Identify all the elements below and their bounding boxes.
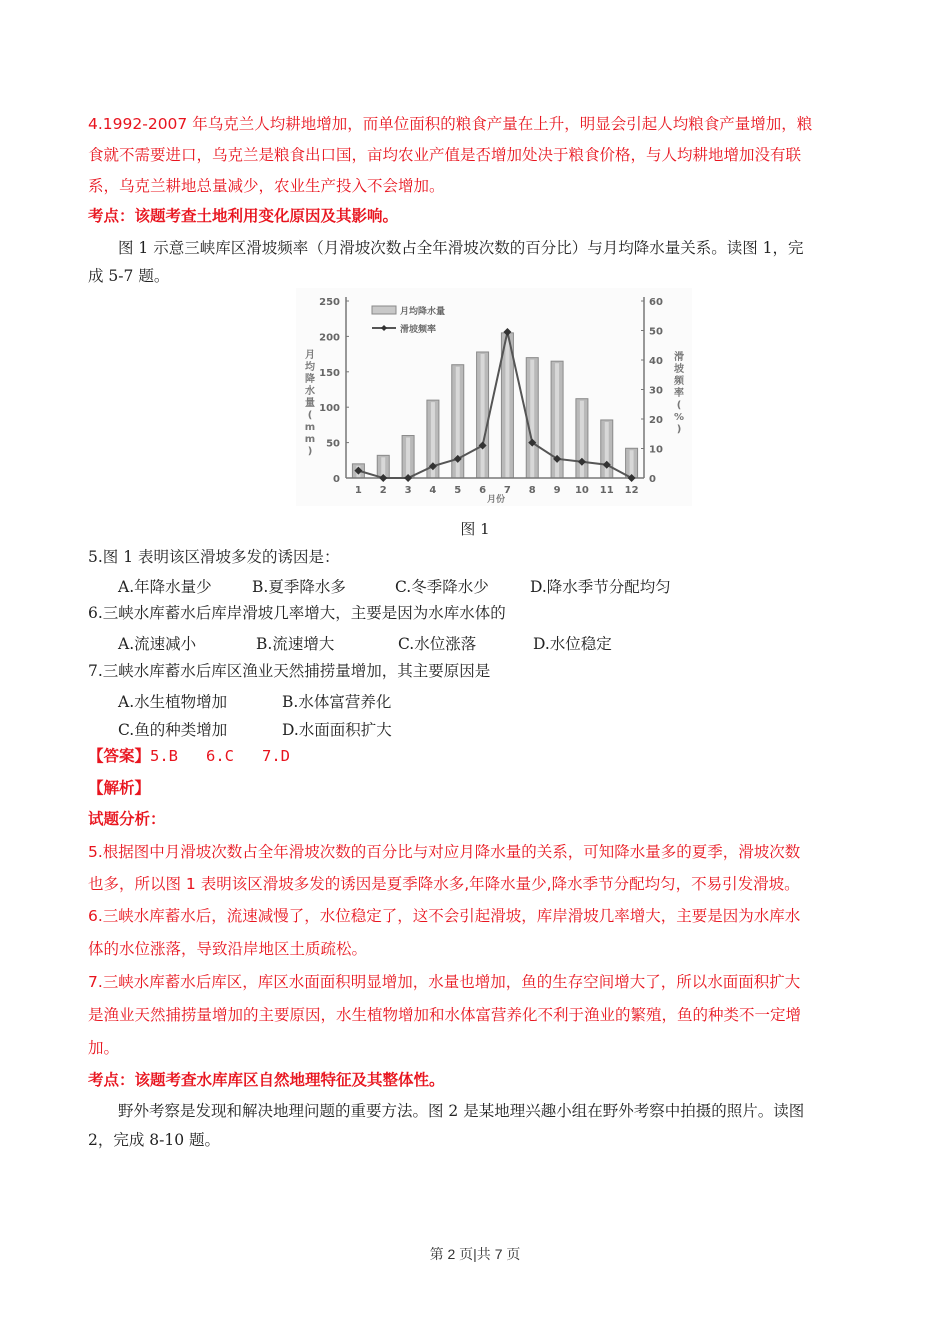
svg-text:降: 降 xyxy=(305,374,315,385)
answer-value: 5.B 6.C 7.D xyxy=(150,747,290,765)
q6-option-a: A.流速减小 xyxy=(118,635,197,653)
svg-text:50: 50 xyxy=(649,326,663,338)
svg-text:4: 4 xyxy=(429,485,437,496)
svg-text:月: 月 xyxy=(305,350,315,361)
figure-1-chart xyxy=(296,288,692,506)
analysis-line-5: 7.三峡水库蓄水后库区，库区水面面积明显增加，水量也增加，鱼的生存空间增大了，所以水面面积扩大 xyxy=(88,973,801,991)
q5-stem: 5.图 1 表明该区滑坡多发的诱因是： xyxy=(88,548,340,566)
svg-text:5: 5 xyxy=(454,485,462,496)
svg-text:20: 20 xyxy=(649,415,663,426)
fig1-intro-line-1: 图 1 示意三峡库区滑坡频率（月滑坡次数占全年滑坡次数的百分比）与月均降水量关系。读图 1，完 xyxy=(118,239,804,257)
svg-text:频: 频 xyxy=(674,376,684,387)
svg-text:): ) xyxy=(676,424,682,435)
svg-text:9: 9 xyxy=(553,485,561,496)
svg-text:m: m xyxy=(304,434,316,445)
svg-text:坡: 坡 xyxy=(674,364,684,375)
fig1-intro-line-2: 成 5-7 题。 xyxy=(88,267,170,285)
q7-option-a: A.水生植物增加 xyxy=(118,693,228,711)
svg-text:滑: 滑 xyxy=(674,352,684,363)
svg-text:均: 均 xyxy=(305,362,315,373)
svg-text:月均降水量: 月均降水量 xyxy=(400,307,446,317)
q7-stem: 7.三峡水库蓄水后库区渔业天然捕捞量增加，其主要原因是 xyxy=(88,662,491,680)
answer-row xyxy=(88,746,868,766)
q6-option-d: D.水位稳定 xyxy=(533,635,612,653)
svg-text:11: 11 xyxy=(599,485,614,496)
svg-text:150: 150 xyxy=(319,367,340,379)
analysis-line-7: 加。 xyxy=(88,1039,120,1057)
q5-option-d: D.降水季节分配均匀 xyxy=(530,578,671,596)
svg-text:6: 6 xyxy=(479,485,487,496)
svg-text:10: 10 xyxy=(649,444,663,456)
analysis-line-1: 5.根据图中月滑坡次数占全年滑坡次数的百分比与对应月降水量的关系，可知降水量多的夏季，滑坡次数 xyxy=(88,843,801,861)
analysis-subtitle: 试题分析： xyxy=(88,810,166,828)
kaodian-q4: 考点：该题考查土地利用变化原因及其影响。 xyxy=(88,207,399,225)
svg-text:250: 250 xyxy=(319,297,340,308)
q5-option-a: A.年降水量少 xyxy=(118,578,212,596)
svg-text:量: 量 xyxy=(305,398,315,409)
q7-option-b: B.水体富营养化 xyxy=(282,693,392,711)
answer-label: 【答案】 xyxy=(88,747,151,765)
svg-text:10: 10 xyxy=(574,485,589,496)
svg-text:12: 12 xyxy=(624,485,639,496)
svg-text:3: 3 xyxy=(404,485,412,496)
analysis-label: 【解析】 xyxy=(88,779,151,797)
q5-option-b: B.夏季降水多 xyxy=(252,578,346,596)
svg-text:): ) xyxy=(307,446,313,457)
svg-text:1: 1 xyxy=(354,485,362,496)
svg-text:200: 200 xyxy=(319,332,340,344)
svg-text:0: 0 xyxy=(333,474,340,485)
analysis-line-3: 6.三峡水库蓄水后，流速减慢了，水位稳定了，这不会引起滑坡，库岸滑坡几率增大，主要是因为水库水 xyxy=(88,907,801,925)
svg-text:滑坡频率: 滑坡频率 xyxy=(400,325,437,335)
svg-text:%: % xyxy=(673,412,685,423)
analysis-q4-line-3: 系，乌克兰耕地总量减少，农业生产投入不会增加。 xyxy=(88,177,445,195)
svg-text:月份: 月份 xyxy=(486,495,506,505)
q6-option-b: B.流速增大 xyxy=(256,635,335,653)
q7-option-c: C.鱼的种类增加 xyxy=(118,721,228,739)
svg-text:60: 60 xyxy=(649,297,663,308)
q5-option-c: C.冬季降水少 xyxy=(395,578,489,596)
q7-option-d: D.水面面积扩大 xyxy=(282,721,392,739)
svg-text:8: 8 xyxy=(528,485,536,496)
svg-text:水: 水 xyxy=(305,386,315,397)
chart-canvas xyxy=(296,288,692,506)
svg-text:m: m xyxy=(304,422,316,433)
q6-stem: 6.三峡水库蓄水后库岸滑坡几率增大，主要是因为水库水体的 xyxy=(88,604,506,622)
svg-text:率: 率 xyxy=(674,388,684,399)
q6-option-c: C.水位涨落 xyxy=(398,635,477,653)
analysis-line-6: 是渔业天然捕捞量增加的主要原因，水生植物增加和水体富营养化不利于渔业的繁殖，鱼的种类不一定增 xyxy=(88,1006,802,1024)
page-footer: 第 2 页|共 7 页 xyxy=(429,1246,521,1262)
svg-text:50: 50 xyxy=(326,438,340,450)
svg-text:2: 2 xyxy=(379,485,387,496)
svg-text:30: 30 xyxy=(649,385,663,397)
svg-text:7: 7 xyxy=(503,485,511,496)
svg-text:(: ( xyxy=(676,400,682,411)
fig2-intro-line-2: 2，完成 8-10 题。 xyxy=(88,1131,221,1149)
analysis-q4-line-2: 食就不需要进口，乌克兰是粮食出口国，亩均农业产值是否增加处决于粮食价格，与人均耕地增加没有联 xyxy=(88,146,802,164)
svg-text:100: 100 xyxy=(319,403,340,415)
analysis-line-4: 体的水位涨落，导致沿岸地区土质疏松。 xyxy=(88,940,368,958)
svg-text:0: 0 xyxy=(649,474,656,485)
svg-text:40: 40 xyxy=(649,356,663,367)
analysis-line-2: 也多，所以图 1 表明该区滑坡多发的诱因是夏季降水多,年降水量少,降水季节分配均匀，不易引发滑坡。 xyxy=(88,875,800,893)
svg-text:(: ( xyxy=(307,410,313,421)
figure-1-caption: 图 1 xyxy=(460,520,490,538)
fig2-intro-line-1: 野外考察是发现和解决地理问题的重要方法。图 2 是某地理兴趣小组在野外考察中拍摄的照片。读图 xyxy=(118,1102,805,1120)
analysis-q4-line-1: 4.1992-2007 年乌克兰人均耕地增加，而单位面积的粮食产量在上升，明显会引起人均粮食产量增加，粮 xyxy=(88,115,813,133)
kaodian-q5-7: 考点：该题考查水库库区自然地理特征及其整体性。 xyxy=(88,1071,445,1089)
